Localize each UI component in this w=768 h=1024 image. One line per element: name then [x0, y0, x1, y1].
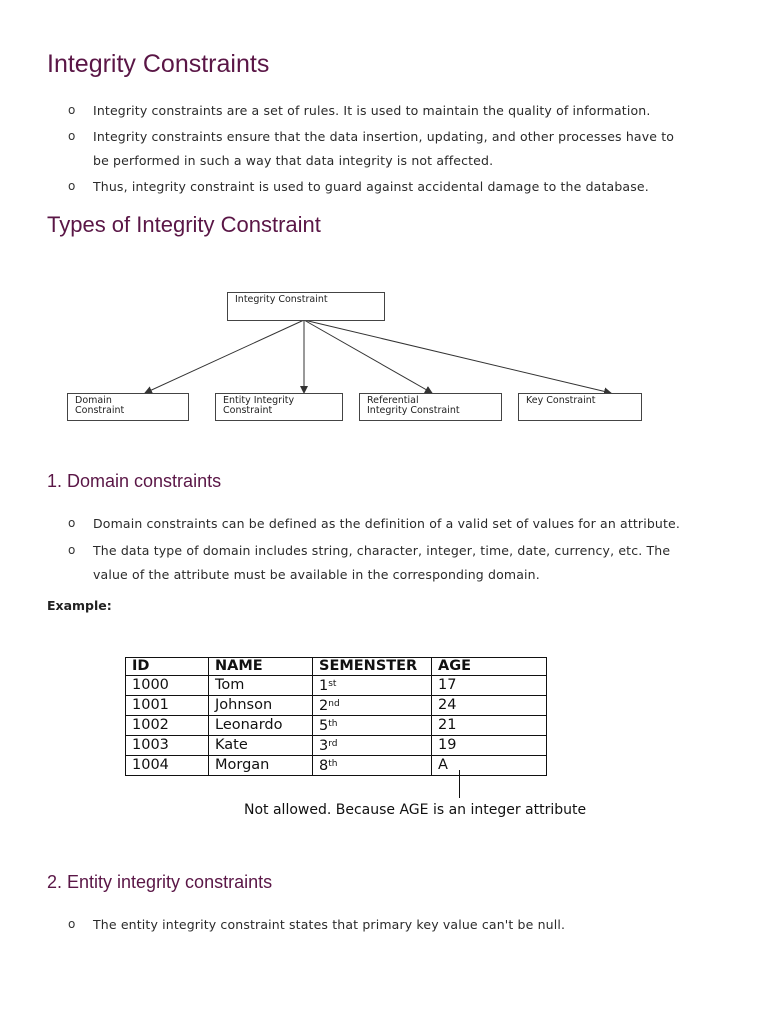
intro-bullet-1: Integrity constraints are a set of rules. It is used to maintain the quality of information.	[93, 103, 651, 118]
semester-suffix: th	[328, 759, 338, 769]
semester-suffix: st	[328, 679, 337, 689]
domain-bullet-1: Domain constraints can be defined as the definition of a valid set of values for an attribute.	[93, 516, 681, 531]
cell-id: 1004	[126, 756, 209, 776]
bullet-marker: o	[68, 543, 76, 557]
intro-bullet-2-continued: be performed in such a way that data integrity is not affected.	[93, 153, 494, 168]
diagram-root-label: Integrity Constraint	[235, 294, 328, 305]
col-header-age: AGE	[432, 658, 547, 676]
semester-number: 8	[319, 758, 329, 774]
cell-semester	[313, 676, 432, 696]
table-row	[126, 756, 547, 776]
cell-id: 1000	[126, 676, 209, 696]
callout-line	[459, 770, 460, 798]
cell-semester	[313, 736, 432, 756]
semester-number: 5	[319, 718, 329, 734]
cell-id: 1003	[126, 736, 209, 756]
cell-age: 21	[432, 716, 547, 736]
intro-bullet-3: Thus, integrity constraint is used to guard against accidental damage to the database.	[93, 179, 649, 194]
bullet-marker: o	[68, 103, 76, 117]
node-label-line: Key Constraint	[526, 395, 596, 406]
col-header-name: NAME	[209, 658, 313, 676]
constraint-diagram	[0, 0, 768, 440]
semester-suffix: rd	[328, 739, 338, 749]
cell-semester	[313, 716, 432, 736]
col-header-id: ID	[126, 658, 209, 676]
types-heading: Types of Integrity Constraint	[47, 212, 321, 237]
cell-semester	[313, 696, 432, 716]
domain-bullet-2-continued: value of the attribute must be available in the corresponding domain.	[93, 567, 540, 582]
node-label-line: Constraint	[223, 405, 273, 416]
domain-heading: 1. Domain constraints	[47, 471, 222, 491]
bullet-marker: o	[68, 917, 76, 931]
cell-name: Kate	[209, 736, 313, 756]
example-table	[125, 657, 547, 776]
diagram-node-key	[518, 393, 642, 421]
arrow-to-domain	[145, 320, 304, 393]
cell-id: 1002	[126, 716, 209, 736]
entity-bullet-1: The entity integrity constraint states that primary key value can't be null.	[93, 917, 566, 932]
intro-bullet-2: Integrity constraints ensure that the data insertion, updating, and other processes have to	[93, 129, 675, 144]
diagram-connectors	[0, 0, 768, 440]
cell-id: 1001	[126, 696, 209, 716]
table-row	[126, 676, 547, 696]
node-label-line: Referential	[367, 395, 419, 406]
cell-name: Leonardo	[209, 716, 313, 736]
node-label-line: Entity Integrity	[223, 395, 295, 406]
semester-number: 3	[319, 738, 329, 754]
semester-suffix: nd	[328, 699, 340, 709]
diagram-node-referential	[359, 393, 502, 421]
node-label-line: Domain	[75, 395, 112, 406]
cell-name: Tom	[209, 676, 313, 696]
arrow-to-referential	[304, 320, 432, 393]
page-title: Integrity Constraints	[47, 50, 270, 78]
example-label: Example:	[47, 598, 112, 613]
bullet-marker: o	[68, 516, 76, 530]
table-row	[126, 716, 547, 736]
cell-age: 24	[432, 696, 547, 716]
node-label-line: Integrity Constraint	[367, 405, 460, 416]
diagram-node-entity	[215, 393, 343, 421]
cell-age: 17	[432, 676, 547, 696]
node-label-line: Constraint	[75, 405, 125, 416]
arrow-to-key	[304, 320, 611, 393]
table-row	[126, 736, 547, 756]
cell-age-invalid: A	[432, 756, 547, 776]
bullet-marker: o	[68, 129, 76, 143]
cell-age: 19	[432, 736, 547, 756]
diagram-root-node	[227, 292, 385, 321]
semester-number: 1	[319, 678, 329, 694]
table-row	[126, 696, 547, 716]
cell-name: Johnson	[209, 696, 313, 716]
bullet-marker: o	[68, 179, 76, 193]
cell-semester	[313, 756, 432, 776]
diagram-node-domain	[67, 393, 189, 421]
domain-bullet-2: The data type of domain includes string, character, integer, time, date, currency, etc. The	[93, 543, 671, 558]
semester-suffix: th	[328, 719, 338, 729]
not-allowed-note: Not allowed. Because AGE is an integer attribute	[244, 802, 587, 818]
cell-name: Morgan	[209, 756, 313, 776]
entity-heading: 2. Entity integrity constraints	[47, 872, 273, 892]
semester-number: 2	[319, 698, 329, 714]
table-header-row	[126, 658, 547, 676]
col-header-semester: SEMENSTER	[313, 658, 432, 676]
